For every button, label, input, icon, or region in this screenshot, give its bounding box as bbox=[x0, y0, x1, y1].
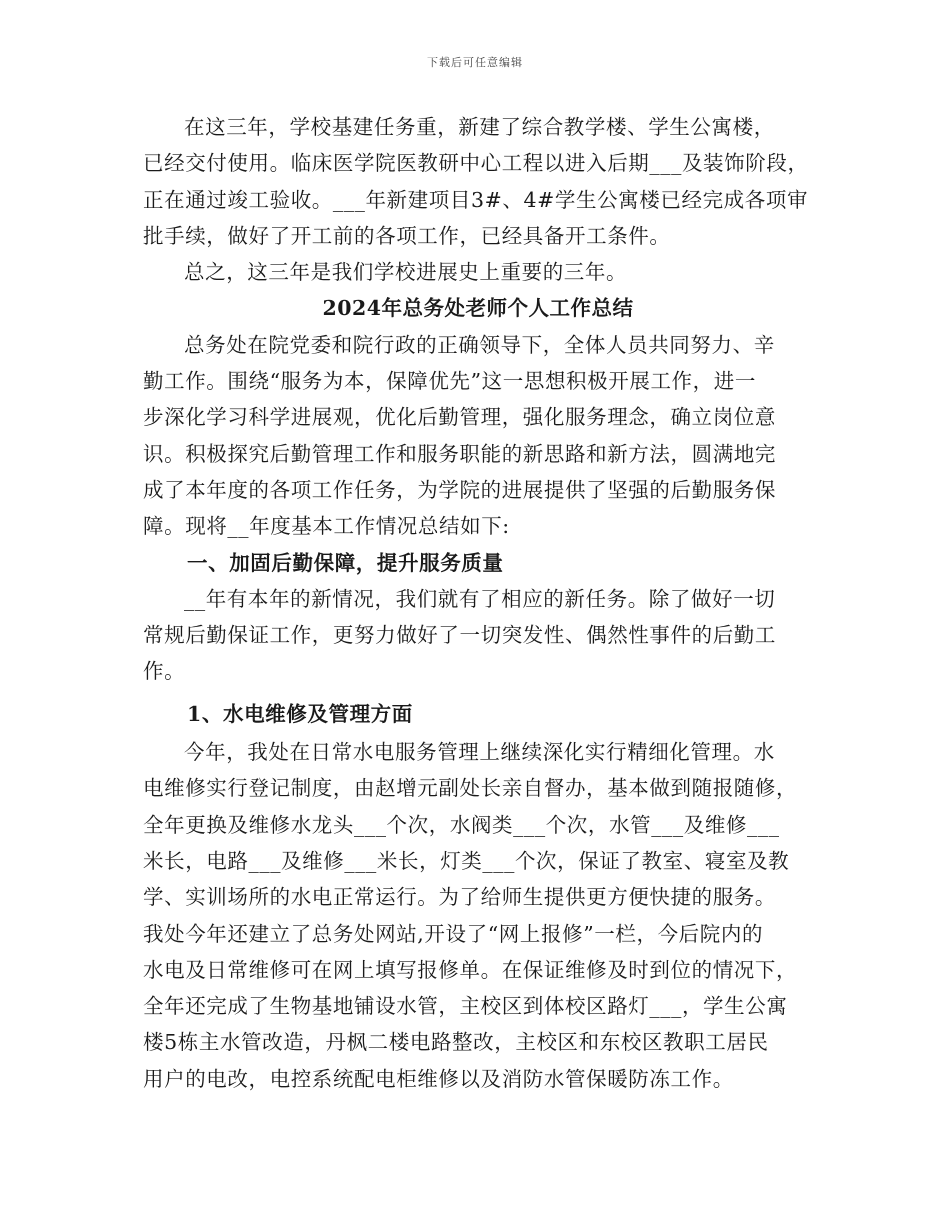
text-line: 成了本年度的各项工作任务，为学院的进展提供了坚强的后勤服务保 bbox=[143, 477, 776, 502]
text-line: 总务处在院党委和院行政的正确领导下，全体人员共同努力、辛 bbox=[184, 332, 775, 357]
text-line: __年有本年的新情况，我们就有了相应的新任务。除了做好一切 bbox=[184, 586, 776, 611]
paragraph-new-tasks bbox=[143, 581, 813, 690]
text-line: 勤工作。围绕“服务为本，保障优先”这一思想积极开展工作，进一 bbox=[143, 369, 756, 394]
text-line: 正在通过竣工验收。___年新建项目3#、4#学生公寓楼已经完成各项审 bbox=[143, 187, 809, 212]
text-line: 全年更换及维修水龙头___个次，水阀类___个次，水管___及维修___ bbox=[143, 812, 780, 837]
text-line: 步深化学习科学进展观，优化后勤管理，强化服务理念，确立岗位意 bbox=[143, 405, 776, 430]
text-line: 障。现将__年度基本工作情况总结如下: bbox=[143, 514, 510, 539]
section-heading: 一、加固后勤保障，提升服务质量 bbox=[187, 550, 504, 575]
paragraph-summary bbox=[143, 254, 813, 290]
text-line: 米长，电路___及维修___米长，灯类___个次，保证了教室、寝室及教 bbox=[143, 848, 790, 873]
text-line: 识。积极探究后勤管理工作和服务职能的新思路和新方法，圆满地完 bbox=[143, 441, 776, 466]
text-line: 我处今年还建立了总务处网站,开设了“网上报修”一栏，今后院内的 bbox=[143, 921, 764, 946]
text-line: 在这三年，学校基建任务重，新建了综合教学楼、学生公寓楼， bbox=[184, 115, 775, 139]
text-line: 已经交付使用。临床医学院医教研中心工程以进入后期___及装饰阶段， bbox=[143, 151, 809, 176]
text-line: 全年还完成了生物基地铺设水管，主校区到体校区路灯___，学生公寓 bbox=[143, 994, 788, 1019]
text-line: 楼5栋主水管改造，丹枫二楼电路整改，主校区和东校区教职工居民 bbox=[143, 1030, 769, 1055]
text-line: 常规后勤保证工作，更努力做好了一切突发性、偶然性事件的后勤工 bbox=[143, 623, 776, 648]
text-line: 用户的电改，电控系统配电柜维修以及消防水管保暖防冻工作。 bbox=[143, 1066, 734, 1091]
subsection-heading: 1、水电维修及管理方面 bbox=[187, 701, 413, 726]
text-line: 电维修实行登记制度，由赵增元副处长亲自督办，基本做到随报随修， bbox=[143, 776, 798, 801]
text-line: 作。 bbox=[143, 659, 186, 684]
text-line: 批手续，做好了开工前的各项工作，已经具备开工条件。 bbox=[143, 223, 671, 248]
text-line: 今年，我处在日常水电服务管理上继续深化实行精细化管理。水 bbox=[184, 740, 775, 765]
paragraph-intro bbox=[143, 327, 813, 545]
paragraph-maintenance bbox=[143, 734, 813, 1097]
text-line: 水电及日常维修可在网上填写报修单。在保证维修及时到位的情况下， bbox=[143, 957, 798, 982]
header-note: 下载后可任意编辑 bbox=[427, 56, 523, 69]
document-title: 2024年总务处老师个人工作总结 bbox=[322, 296, 634, 321]
text-line: 总之，这三年是我们学校进展史上重要的三年。 bbox=[184, 260, 628, 285]
text-line: 学、实训场所的水电正常运行。为了给师生提供更方便快捷的服务。 bbox=[143, 885, 776, 910]
paragraph-construction bbox=[143, 109, 813, 254]
document-page bbox=[143, 109, 813, 1097]
